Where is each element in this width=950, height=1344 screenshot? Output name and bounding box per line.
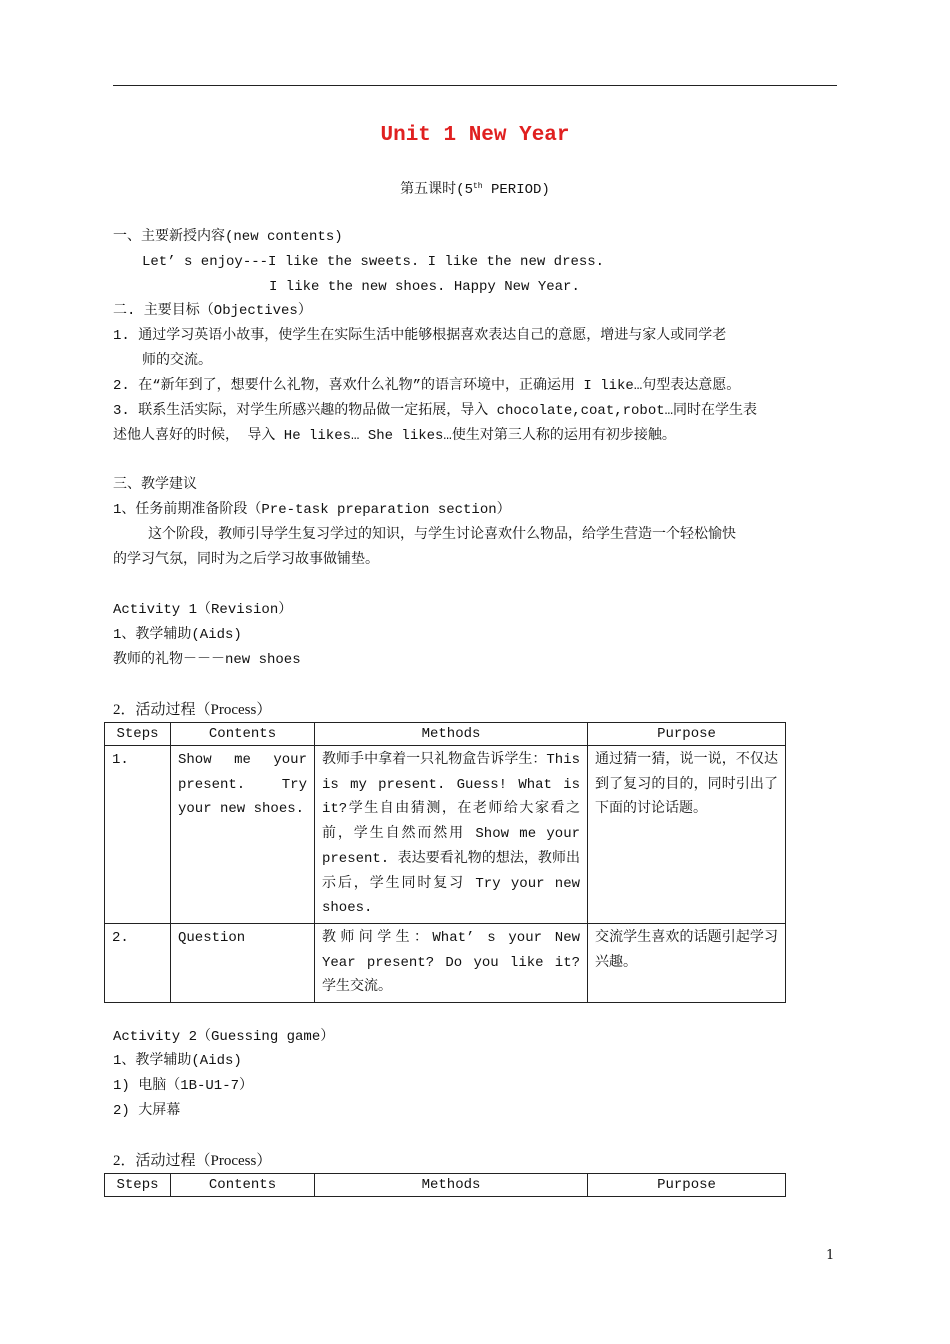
- header-contents: Contents: [171, 1174, 315, 1197]
- cell-step: 1.: [105, 746, 171, 924]
- activity1-process-table: [104, 722, 786, 1003]
- objective-1-line-2: 师的交流。: [142, 353, 212, 369]
- cell-contents: Show me your present. Try your new shoes.: [171, 746, 315, 924]
- table-header-row: [105, 1174, 786, 1197]
- cell-step: 2.: [105, 923, 171, 1002]
- activity2-aids-item-1: 1) 电脑（1B-U1-7）: [113, 1078, 254, 1094]
- activity1-heading: Activity 1（Revision）: [113, 602, 293, 618]
- objective-3-line-2: 述他人喜好的时候， 导入 He likes… She likes…使生对第三人称的运用有初步接触。: [113, 428, 676, 444]
- cell-methods: 教师手中拿着一只礼物盒告诉学生：This is my present. Guess! What is it?学生自由猜测，在老师给大家看之前，学生自然而然用 Show me your present. 表达要看礼物的想法，教师出示后，学生同时复习 Try your new shoes.: [315, 746, 588, 924]
- activity1-aids-item: 教师的礼物－－－new shoes: [113, 652, 301, 668]
- table-row: [105, 923, 786, 1002]
- pre-task-heading: 1、任务前期准备阶段（Pre-task preparation section）: [113, 502, 511, 518]
- document-title: Unit 1 New Year: [380, 124, 570, 147]
- activity2-aids-item-2: 2) 大屏幕: [113, 1103, 181, 1119]
- header-methods: Methods: [315, 1174, 588, 1197]
- activity2-process-table: [104, 1173, 786, 1197]
- activity2-process-heading: 2．活动过程（Process）: [113, 1153, 272, 1169]
- section3-heading: 三、教学建议: [113, 477, 197, 493]
- period-subtitle: 第五课时(5th PERIOD): [400, 182, 550, 198]
- header-rule: [113, 85, 837, 86]
- section1-heading: 一、主要新授内容(new contents): [113, 229, 343, 245]
- activity1-aids-heading: 1、教学辅助(Aids): [113, 627, 242, 643]
- activity1-process-heading: 2．活动过程（Process）: [113, 702, 272, 718]
- header-steps: Steps: [105, 723, 171, 746]
- page-number: 1: [826, 1248, 835, 1263]
- cell-purpose: 通过猜一猜，说一说，不仅达到了复习的目的，同时引出了下面的讨论话题。: [588, 746, 786, 924]
- enjoy-line-1: Let’ s enjoy---I like the sweets. I like the new dress.: [142, 254, 605, 270]
- header-methods: Methods: [315, 723, 588, 746]
- header-steps: Steps: [105, 1174, 171, 1197]
- cell-methods: 教师问学生：What’ s your New Year present? Do you like it? 学生交流。: [315, 923, 588, 1002]
- activity2-aids-heading: 1、教学辅助(Aids): [113, 1053, 242, 1069]
- cell-contents: Question: [171, 923, 315, 1002]
- enjoy-line-2: I like the new shoes. Happy New Year.: [269, 279, 580, 295]
- activity2-heading: Activity 2（Guessing game）: [113, 1029, 335, 1045]
- objective-2: 2. 在“新年到了，想要什么礼物，喜欢什么礼物”的语言环境中，正确运用 I like…句型表达意愿。: [113, 378, 741, 394]
- pre-task-para-line-2: 的学习气氛，同时为之后学习故事做铺垫。: [113, 552, 379, 568]
- table-header-row: [105, 723, 786, 746]
- objective-3-line-1: 3. 联系生活实际，对学生所感兴趣的物品做一定拓展，导入 chocolate,coat,robot…同时在学生表: [113, 403, 758, 419]
- header-purpose: Purpose: [588, 723, 786, 746]
- header-contents: Contents: [171, 723, 315, 746]
- table-row: [105, 746, 786, 924]
- section2-heading: 二. 主要目标（Objectives）: [113, 303, 312, 319]
- cell-purpose: 交流学生喜欢的话题引起学习兴趣。: [588, 923, 786, 1002]
- pre-task-para-line-1: 这个阶段，教师引导学生复习学过的知识，与学生讨论喜欢什么物品，给学生营造一个轻松愉快: [148, 527, 736, 543]
- header-purpose: Purpose: [588, 1174, 786, 1197]
- objective-1-line-1: 1. 通过学习英语小故事，使学生在实际生活中能够根据喜欢表达自己的意愿，增进与家人或同学老: [113, 328, 727, 344]
